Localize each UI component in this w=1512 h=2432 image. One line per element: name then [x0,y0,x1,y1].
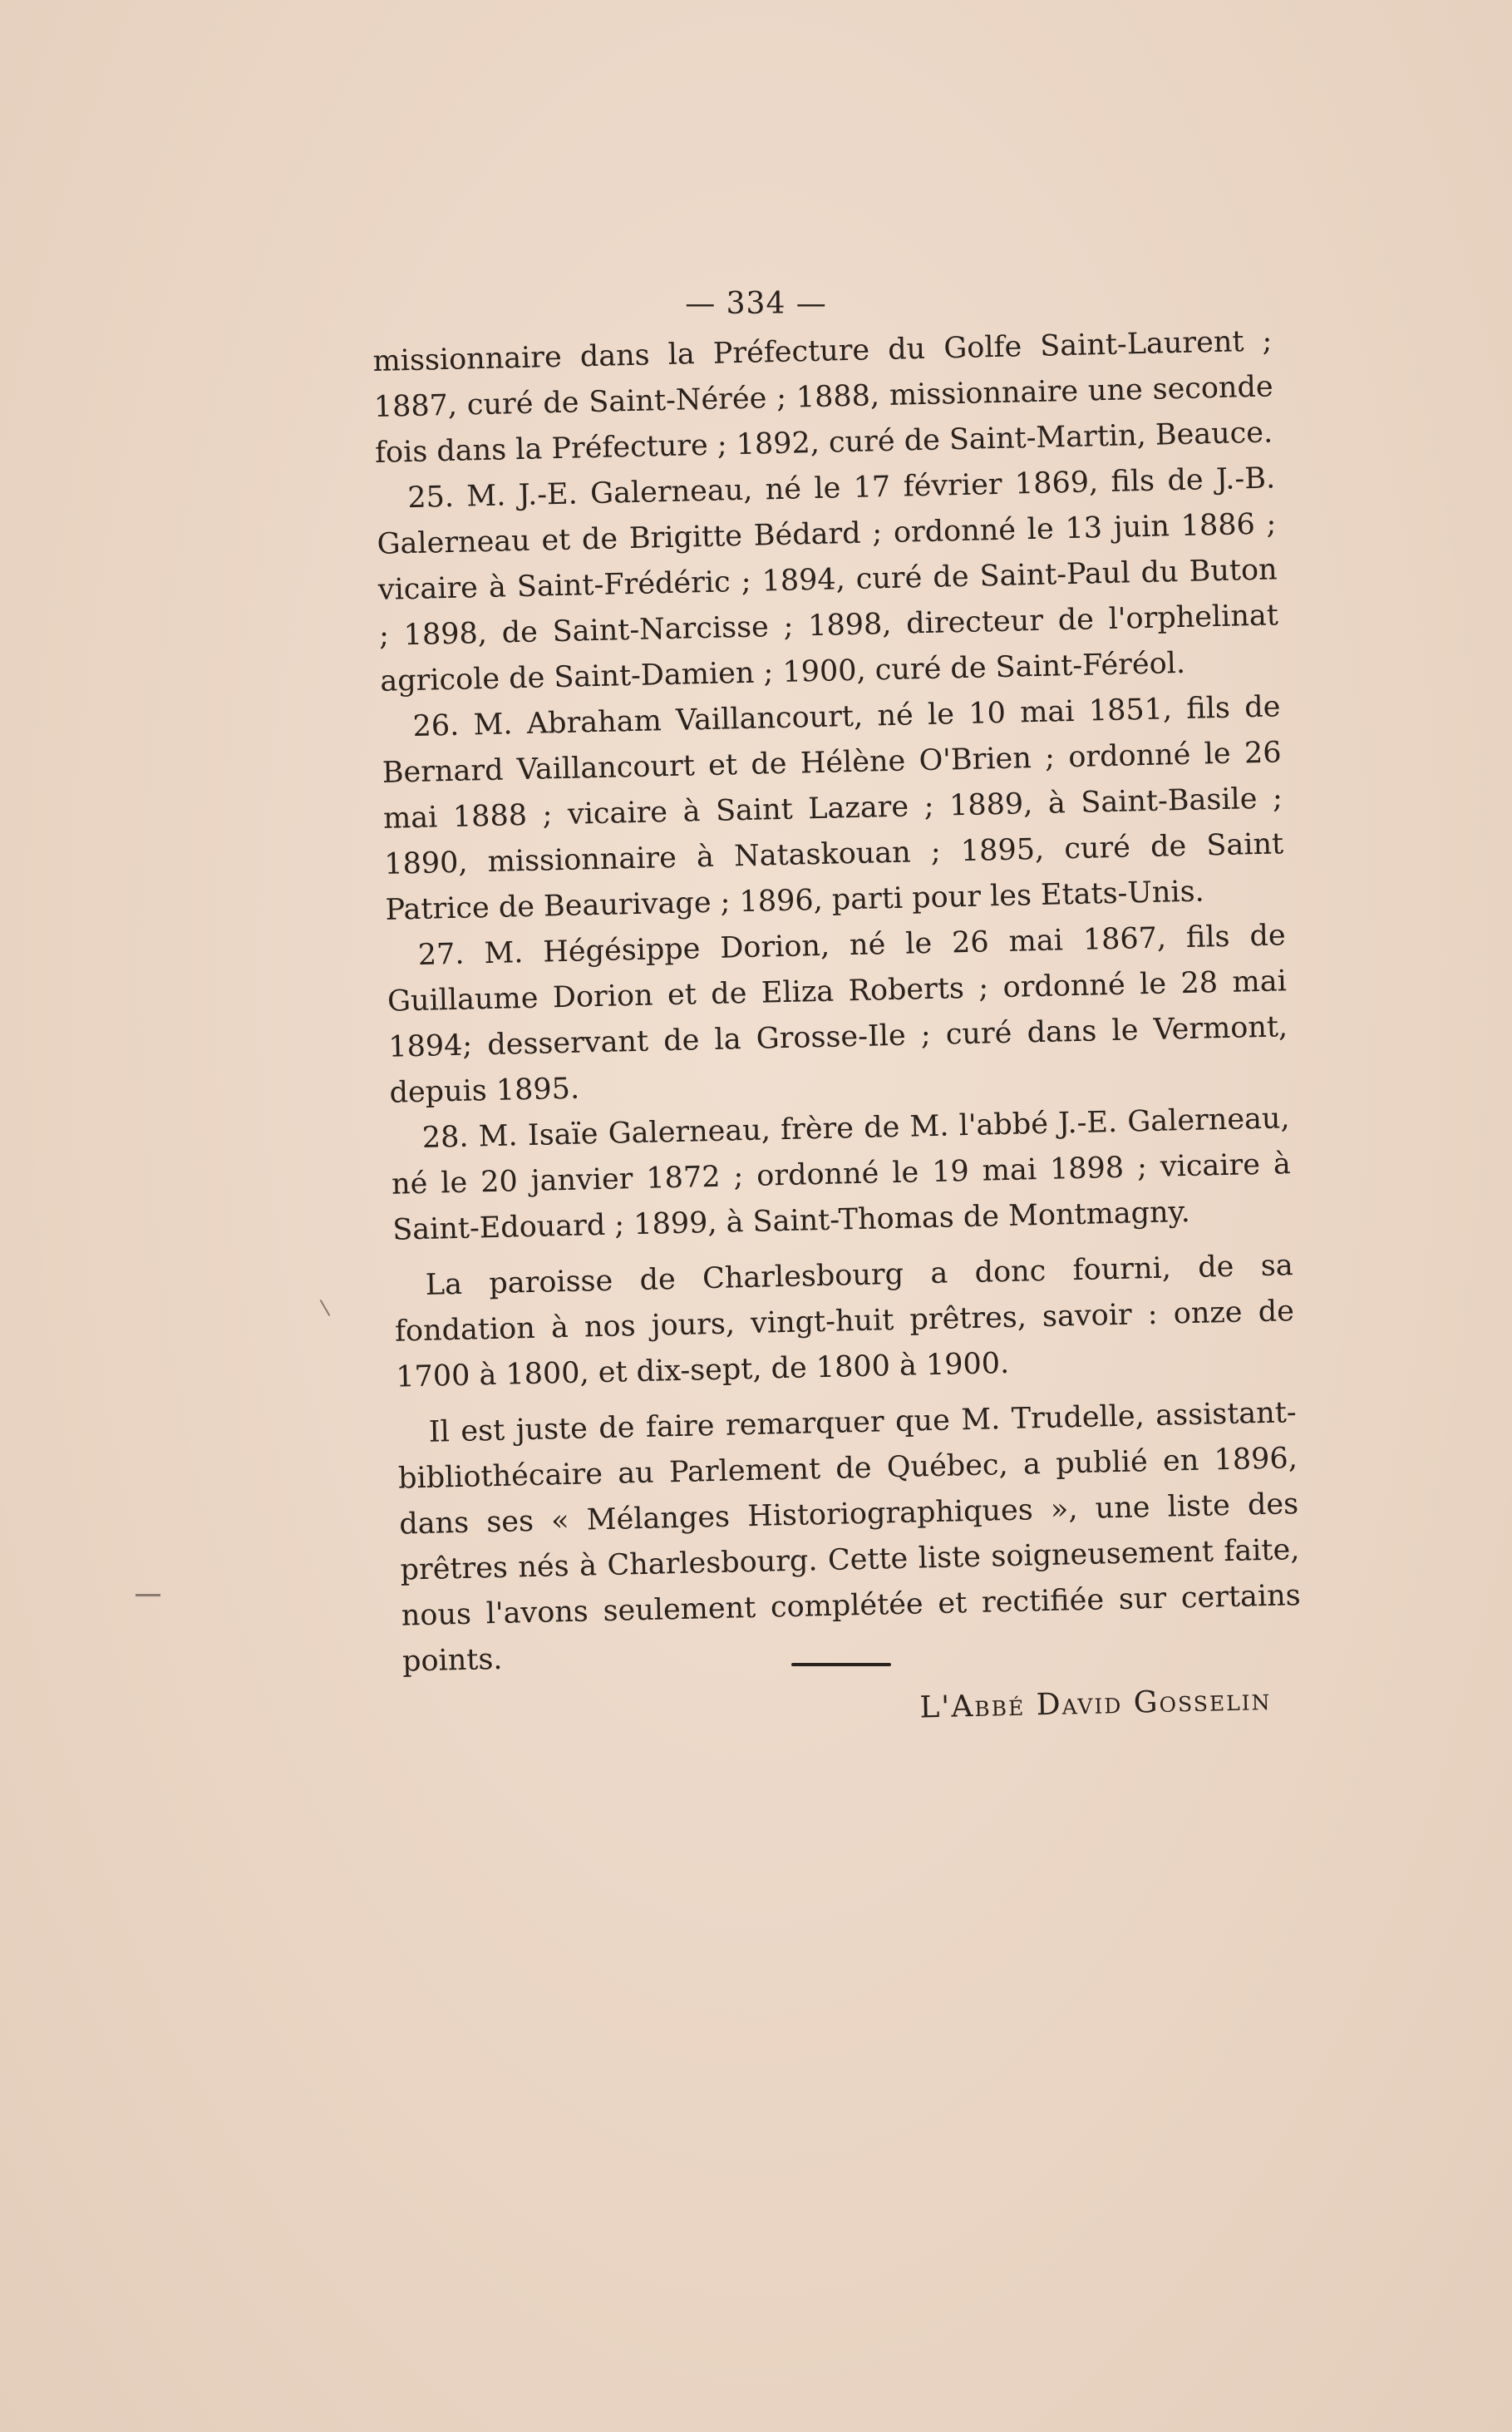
signature: L'Abbé David Gosselin [919,1682,1272,1725]
paragraph-entry-27: 27. M. Hégésippe Dorion, né le 26 mai 1867, fils de Guillaume Dorion et de Eliza Roberts ; ordonné le 28 mai 1894; desservant de la Grosse-Ile ; curé dans le Vermont, depuis 1895. [387,919,1288,1110]
paragraph-continuation: missionnaire dans la Préfecture du Golfe Saint-Laurent ; 1887, curé de Saint-Nérée ; 1888, missionnaire une seconde fois dans la Préfecture ; 1892, curé de Saint-Martin, Beauce. [372,324,1274,470]
page-number: — 334 — [685,287,827,321]
paragraph-entry-26: 26. M. Abraham Vaillancourt, né le 10 mai 1851, fils de Bernard Vaillancourt et de Hélène O'Brien ; ordonné le 26 mai 1888 ; vicaire à Saint Lazare ; 1889, à Saint-Basile ; 1890, missionnaire à Nataskouan ; 1895, curé de Saint Patrice de Beaurivage ; 1896, parti pour les Etats-Unis. [382,690,1284,927]
paragraph-note: Il est juste de faire remarquer que M. Trudelle, assistant-bibliothécaire au Parlement de Québec, a publié en 1896, dans ses « Mélanges Historiographiques », une liste des prêtres nés à Charlesbourg. Cette liste soigneusement faite, nous l'avons seulement complétée et rectifiée sur certains points. [397,1396,1302,1679]
margin-mark [135,1594,160,1596]
closing-rule [791,1663,891,1666]
paragraph-entry-28: 28. M. Isaïe Galerneau, frère de M. l'abbé J.-E. Galerneau, né le 20 janvier 1872 ; ordonné le 19 mai 1898 ; vicaire à Saint-Edouard ; 1899, à Saint-Thomas de Montmagny. [391,1102,1292,1247]
body-text [372,318,1303,1742]
paragraph-summary: La paroisse de Charlesbourg a donc fourni, de sa fondation à nos jours, vingt-huit prêtres, savoir : onze de 1700 à 1800, et dix-sept, de 1800 à 1900. [394,1249,1295,1394]
paragraph-entry-25: 25. M. J.-E. Galerneau, né le 17 février 1869, fils de J.-B. Galerneau et de Brigitte Bédard ; ordonné le 13 juin 1886 ; vicaire à Saint-Frédéric ; 1894, curé de Saint-Paul du Buton ; 1898, de Saint-Narcisse ; 1898, directeur de l'orphelinat agricole de Saint-Damien ; 1900, curé de Saint-Féréol. [377,461,1279,698]
